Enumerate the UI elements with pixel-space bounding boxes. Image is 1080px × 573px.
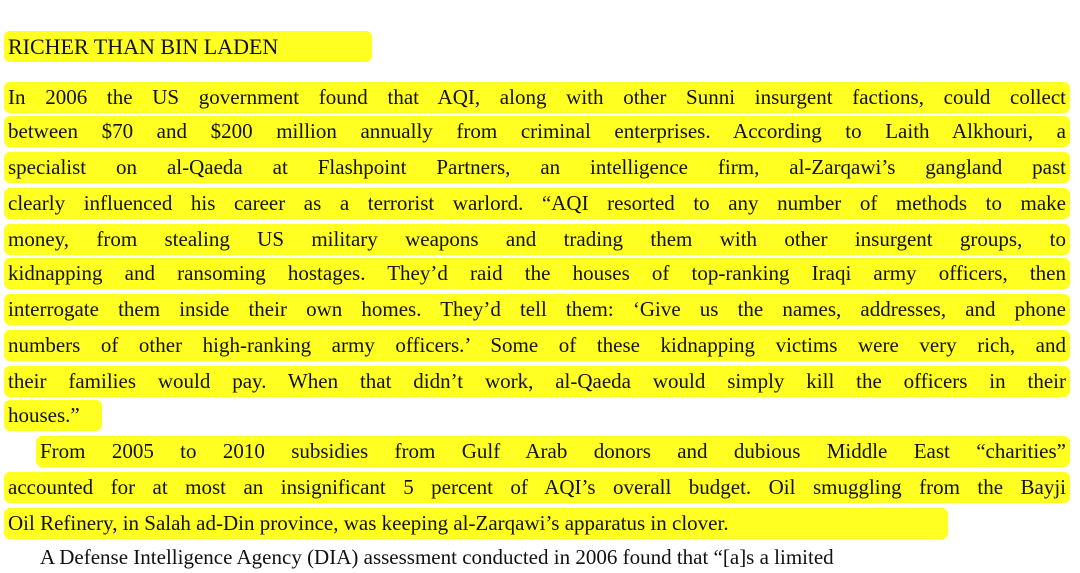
paragraph-1-line-1: In 2006 the US government found that AQI, along with other Sunni insurgent factions, could collect	[4, 82, 1070, 113]
paragraph-2-line-1: From 2005 to 2010 subsidies from Gulf Arab donors and dubious Middle East “charities”	[36, 436, 1070, 467]
paragraph-1-line-4: clearly influenced his career as a terrorist warlord. “AQI resorted to any number of methods to make	[4, 188, 1070, 219]
section-heading: RICHER THAN BIN LADEN	[4, 31, 372, 62]
paragraph-3-cutoff-line: A Defense Intelligence Agency (DIA) assessment conducted in 2006 found that “[a]s a limited	[40, 545, 834, 569]
paragraph-2-line-2: accounted for at most an insignificant 5 percent of AQI’s overall budget. Oil smuggling from the Bayji	[4, 472, 1070, 503]
paragraph-1-line-8: numbers of other high-ranking army officers.’ Some of these kidnapping victims were very rich, and	[4, 330, 1070, 361]
paragraph-1-line-6: kidnapping and ransoming hostages. They’d raid the houses of top-ranking Iraqi army officers, then	[4, 258, 1070, 289]
paragraph-2-line-3: Oil Refinery, in Salah ad-Din province, was keeping al-Zarqawi’s apparatus in clover.	[4, 508, 948, 539]
paragraph-1-line-10: houses.”	[4, 400, 102, 431]
paragraph-1-line-3: specialist on al-Qaeda at Flashpoint Partners, an intelligence firm, al-Zarqawi’s gangland past	[4, 152, 1070, 183]
paragraph-1-line-2: between $70 and $200 million annually from criminal enterprises. According to Laith Alkhouri, a	[4, 116, 1070, 147]
paragraph-1-line-5: money, from stealing US military weapons and trading them with other insurgent groups, to	[4, 224, 1070, 255]
paragraph-1-line-7: interrogate them inside their own homes. They’d tell them: ‘Give us the names, addresses, and phone	[4, 294, 1070, 325]
paragraph-1-line-9: their families would pay. When that didn’t work, al-Qaeda would simply kill the officers in their	[4, 366, 1070, 397]
